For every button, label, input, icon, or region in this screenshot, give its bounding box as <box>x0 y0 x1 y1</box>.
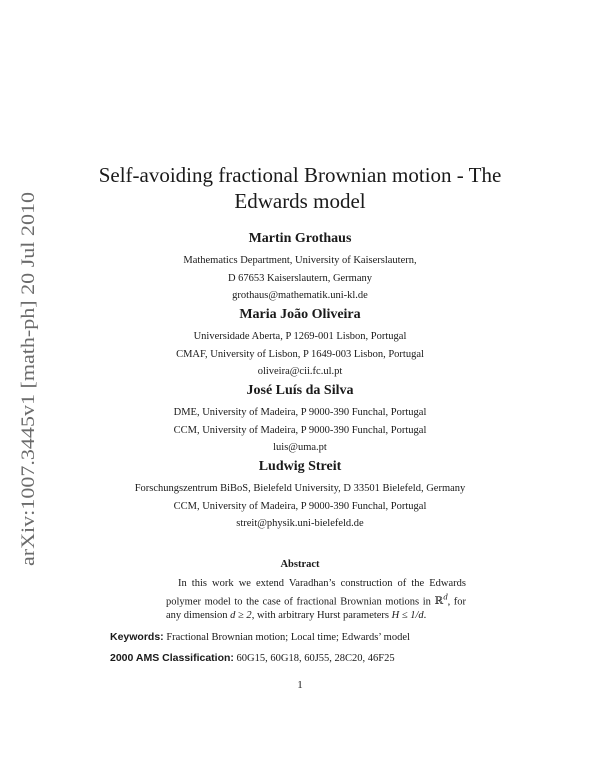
abstract-part-3: , with arbitrary Hurst parameters <box>251 609 392 621</box>
ams-classification-line <box>110 652 540 664</box>
author-name: Martin Grothaus <box>248 231 352 246</box>
keywords-text: Fractional Brownian motion; Local time; Edwards’ model <box>166 632 410 643</box>
abstract-part-2: , for any dimension <box>166 596 467 621</box>
arxiv-identifier: arXiv:1007.3445v1 [math-ph] 20 Jul 2010 <box>18 243 39 566</box>
author-block-1 <box>60 230 540 305</box>
arxiv-stamp-svg <box>4 188 44 568</box>
author-email: oliveira@cii.fc.ul.pt <box>257 366 343 377</box>
author-name: Maria João Oliveira <box>239 307 361 322</box>
author-email: grothaus@mathematik.uni-kl.de <box>232 290 368 301</box>
ams-label: 2000 AMS Classification: <box>110 652 234 664</box>
affiliation-line: CCM, University of Madeira, P 9000-390 Funchal, Portugal <box>173 424 427 436</box>
affiliation-line: Forschungszentrum BiBoS, Bielefeld University, D 33501 Bielefeld, Germany <box>134 483 466 494</box>
author-email: luis@uma.pt <box>273 442 327 453</box>
keywords-line <box>110 631 540 643</box>
ams-codes: 60G15, 60G18, 60J55, 28C20, 46F25 <box>236 653 395 664</box>
arxiv-sidebar-stamp <box>4 188 44 568</box>
affiliation-line: DME, University of Madeira, P 9000-390 Funchal, Portugal <box>173 407 427 418</box>
abstract-heading: Abstract <box>280 559 320 570</box>
author-block-4 <box>60 458 540 533</box>
author-name: Ludwig Streit <box>258 459 342 474</box>
affiliation-line: Mathematics Department, University of Kaiserslautern, <box>183 255 417 266</box>
paper-title <box>80 162 520 214</box>
author-block-3 <box>60 382 540 457</box>
title-line-1: Self-avoiding fractional Brownian motion - The <box>98 163 502 187</box>
page-number: 1 <box>297 679 303 691</box>
math-real-space: ℝ$^d$ <box>434 591 448 607</box>
affiliation-line: CMAF, University of Lisbon, P 1649-003 Lisbon, Portugal <box>176 348 424 360</box>
math-hurst-condition: H ≤ 1/d <box>391 609 424 621</box>
affiliation-line: CCM, University of Madeira, P 9000-390 Funchal, Portugal <box>173 500 427 512</box>
affiliation-line: D 67653 Kaiserslautern, Germany <box>227 272 373 284</box>
author-email: streit@physik.uni-bielefeld.de <box>236 518 364 529</box>
abstract-part-4: . <box>423 609 427 621</box>
math-dimension-condition: d ≥ 2 <box>230 609 252 621</box>
abstract-part-1: In this work we extend Varadhan’s construction of the Edwards polymer model to the case of fractional Brownian motions in <box>166 578 466 607</box>
author-block-2 <box>60 306 540 381</box>
author-name: José Luís da Silva <box>246 383 354 398</box>
keywords-label: Keywords: <box>110 631 164 643</box>
abstract-text <box>166 577 466 622</box>
title-line-2: Edwards model <box>234 189 366 213</box>
affiliation-line: Universidade Aberta, P 1269-001 Lisbon, Portugal <box>193 331 407 342</box>
